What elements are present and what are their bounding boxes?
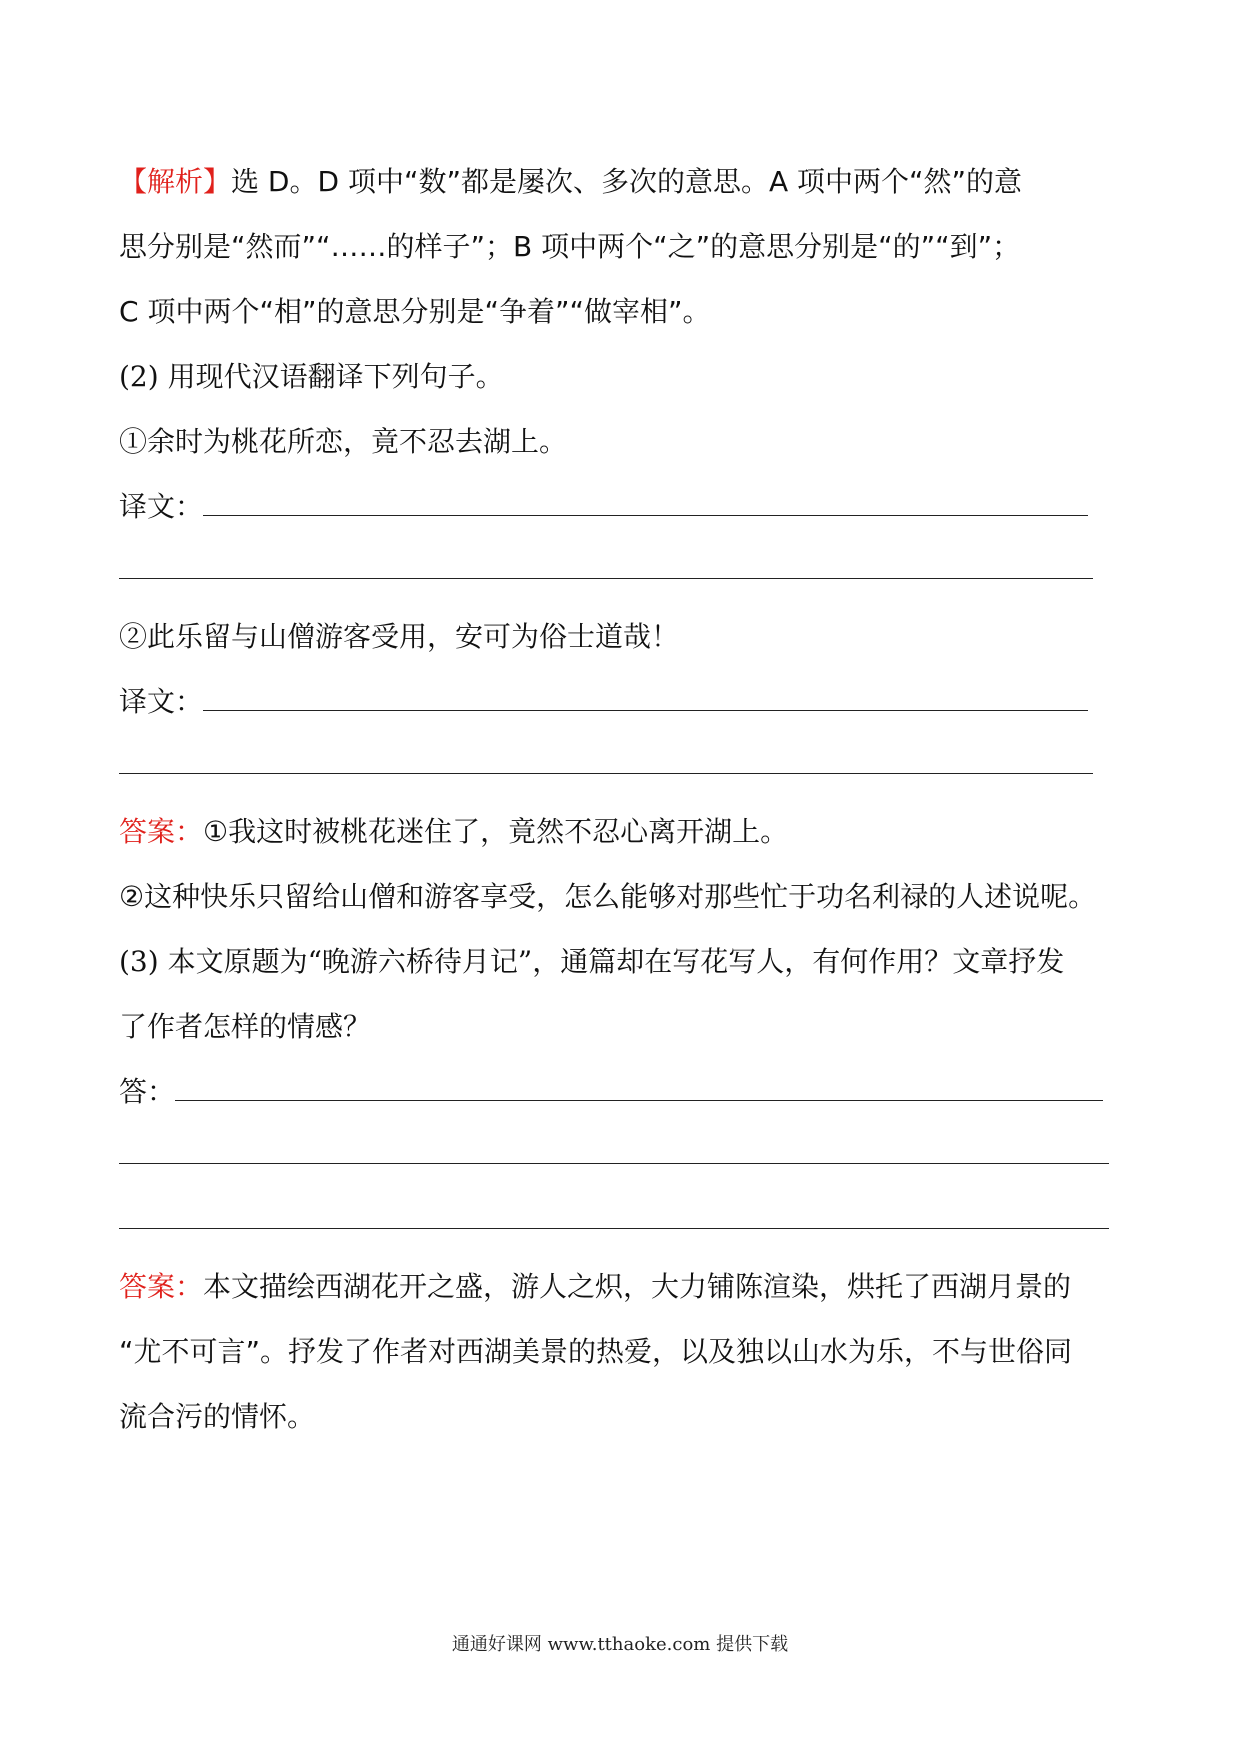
analysis-line-1 [119, 162, 1129, 202]
question-3-line-2: 了作者怎样的情感？ [119, 1010, 372, 1043]
analysis-tag: 【解析】 [119, 165, 232, 198]
answer-blank-line[interactable] [119, 1163, 1109, 1164]
translation-blank[interactable] [203, 489, 1088, 516]
answer-label: 答案： [119, 1270, 204, 1303]
answer-blank-line[interactable] [119, 1228, 1109, 1229]
answer-row-3 [119, 1072, 1129, 1112]
translation-row-2 [119, 682, 1129, 722]
answer-3-line-3: 流合污的情怀。 [119, 1400, 316, 1433]
question-3-line-1: (3) 本文原题为“晚游六桥待月记”，通篇却在写花写人，有何作用？文章抒发 [119, 945, 1065, 978]
answer-label: 答案： [119, 815, 204, 848]
question-2-sentence-1: ①余时为桃花所恋，竟不忍去湖上。 [119, 425, 568, 458]
answer-3-text-1: 本文描绘西湖花开之盛，游人之炽，大力铺陈渲染，烘托了西湖月景的 [203, 1270, 1072, 1303]
answer-2-line-1 [119, 812, 1129, 852]
translation-blank[interactable] [203, 684, 1088, 711]
analysis-line-3: C 项中两个“相”的意思分别是“争着”“做宰相”。 [119, 295, 711, 328]
translation-label: 译文： [119, 685, 204, 718]
translation-blank-line[interactable] [119, 578, 1093, 579]
analysis-line-2: 思分别是“然而”“……的样子”；B 项中两个“之”的意思分别是“的”“到”； [119, 230, 1021, 263]
answer-2-text-1: ①我这时被桃花迷住了，竟然不忍心离开湖上。 [203, 815, 789, 848]
translation-label: 译文： [119, 490, 204, 523]
question-2-sentence-2: ②此乐留与山僧游客受用，安可为俗士道哉！ [119, 620, 680, 653]
translation-row-1 [119, 487, 1129, 527]
answer-3-line-2: “尤不可言”。抒发了作者对西湖美景的热爱，以及独以山水为乐，不与世俗同 [119, 1335, 1073, 1368]
answer-blank[interactable] [175, 1074, 1103, 1101]
answer-3-line-1 [119, 1267, 1129, 1307]
translation-blank-line[interactable] [119, 773, 1093, 774]
question-2-prompt: (2) 用现代汉语翻译下列句子。 [119, 360, 504, 393]
page-footer: 通通好课网 www.tthaoke.com 提供下载 [451, 1634, 789, 1655]
answer-2-line-2: ②这种快乐只留给山僧和游客享受，怎么能够对那些忙于功名利禄的人述说呢。 [119, 880, 1097, 913]
answer-prompt-label: 答： [119, 1075, 176, 1108]
analysis-text-1: 选 D。D 项中“数”都是屡次、多次的意思。A 项中两个“然”的意 [231, 165, 1023, 198]
